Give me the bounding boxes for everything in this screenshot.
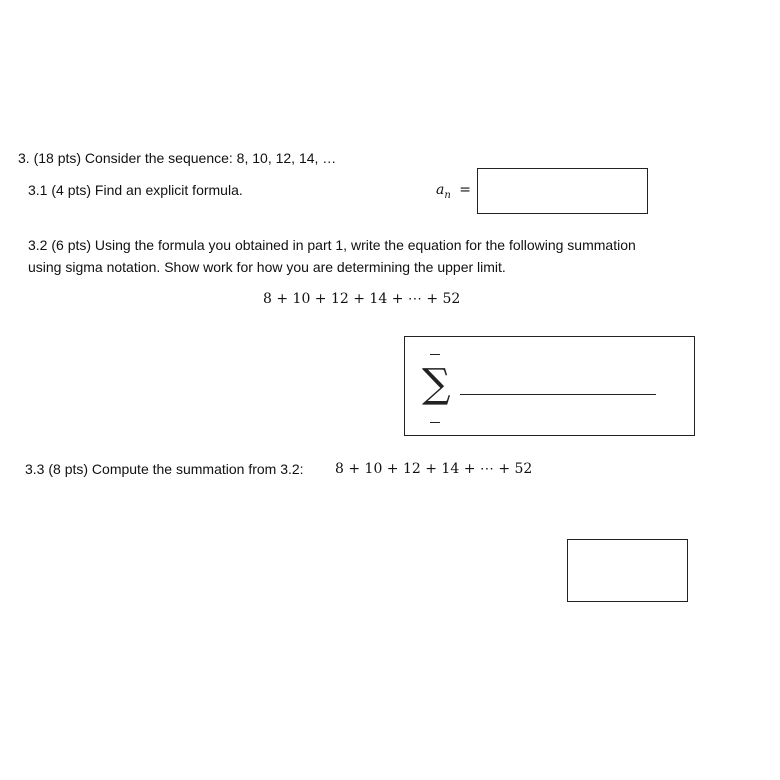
sigma-upper-limit-line[interactable] [430, 354, 440, 355]
formula-variable: a [436, 182, 445, 198]
part2-series-expression: 8 + 10 + 12 + 14 + ⋯ + 52 [263, 291, 461, 307]
part2-prompt-line1: 3.2 (6 pts) Using the formula you obtained in part 1, write the equation for the following summation [28, 237, 636, 253]
formula-equals: = [459, 182, 471, 198]
summation-result-answer-box[interactable] [567, 539, 688, 602]
sigma-notation-template [418, 350, 454, 428]
part3-series-expression: 8 + 10 + 12 + 14 + ⋯ + 52 [335, 461, 533, 477]
sigma-icon: ∑ [422, 361, 451, 407]
explicit-formula-answer-box[interactable] [477, 168, 648, 214]
sigma-term-blank-line[interactable] [460, 394, 656, 395]
formula-subscript: n [444, 189, 451, 201]
part3-prompt: 3.3 (8 pts) Compute the summation from 3.2: [25, 461, 304, 477]
part2-prompt-line2: using sigma notation. Show work for how you are determining the upper limit. [28, 259, 506, 275]
question-header: 3. (18 pts) Consider the sequence: 8, 10, 12, 14, … [18, 150, 337, 166]
sigma-lower-limit-line[interactable] [430, 422, 440, 423]
explicit-formula-label [436, 180, 471, 206]
part1-prompt: 3.1 (4 pts) Find an explicit formula. [28, 182, 243, 198]
